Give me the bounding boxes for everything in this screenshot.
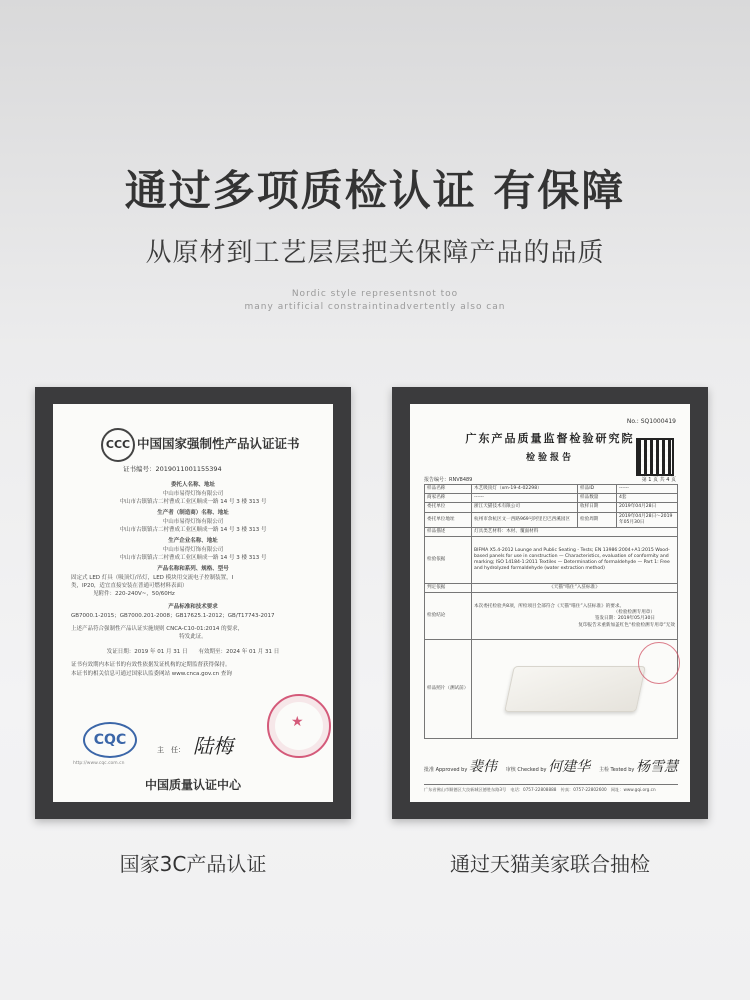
report-institute: 广东产品质量监督检验研究院 <box>465 432 635 445</box>
producer-name: 中山市易得灯饰有限公司 <box>162 519 224 525</box>
client-name: 中山市易得灯饰有限公司 <box>162 491 224 497</box>
table-cell <box>472 593 678 640</box>
table-cell: 灯具类艺材料：木材、覆面材料 <box>472 527 678 536</box>
table-row <box>425 527 678 536</box>
tested-block <box>599 756 678 776</box>
table-cell: 杭州市余杭区文一西路969号阿里巴巴西溪园区 <box>472 512 578 527</box>
certificate-title: 中国国家强制性产品认证证书 <box>137 436 300 451</box>
approved-label: 批准 Approved by <box>424 767 468 773</box>
table-cell: 样品数量 <box>578 494 617 503</box>
producer-label: 生产者（制造商）名称、地址 <box>157 510 229 516</box>
report-title: 检验报告 <box>525 453 574 463</box>
caption-ccc: 国家3C产品认证 <box>119 852 267 876</box>
table-cell: 商家名称 <box>425 494 472 503</box>
rule-line-2: 特发此证。 <box>179 634 207 640</box>
table-row <box>425 494 678 503</box>
table-cell: 判定依据 <box>425 584 472 593</box>
certification-seal-icon <box>267 694 331 758</box>
table-cell: 检验依据 <box>425 537 472 584</box>
conclusion-remark: 复印报告未重新加盖红色“检验检测专用章”无效 <box>578 622 675 628</box>
certificate-dates: 发证日期：2019 年 01 月 31 日 有效期至：2024 年 01 月 31 日 <box>106 649 280 655</box>
cqc-logo-icon: CQC <box>83 722 137 758</box>
table-cell: 浙江天猫技术有限公司 <box>472 503 578 512</box>
table-row <box>425 584 678 593</box>
product-line-2: 类，IP20，适宜直接安装在普通可燃材料表面） <box>71 583 188 589</box>
ccc-certificate-paper <box>53 404 333 802</box>
table-cell: 样品照片（测试前） <box>425 640 472 739</box>
caption-tmall-inspection: 通过天猫美家联合抽检 <box>450 852 650 876</box>
checked-label: 审核 Checked by <box>505 767 547 773</box>
table-cell: 样品ID <box>578 485 617 494</box>
english-tagline-line1: Nordic style representsnot too <box>291 289 459 299</box>
cqc-url: http://www.cqc.com.cn <box>73 761 125 766</box>
rule-line-1: 上述产品符合强制性产品认证实施规则 CNCA-C10-01:2014 的要求， <box>71 626 244 632</box>
standard-line: GB7000.1-2015；GB7000.201-2008；GB17625.1-2012；GB/T17743-2017 <box>71 613 275 619</box>
conclusion-stamp-text: （检验检测专用章） <box>613 610 655 616</box>
table-row <box>425 593 678 640</box>
ccc-logo-icon: CCC <box>101 428 135 462</box>
conclusion-date: 签发日期：2019年05月30日 <box>594 616 655 622</box>
report-code: 报告编号：RNV8489 <box>424 477 473 483</box>
table-cell: ------ <box>617 485 678 494</box>
table-cell: 木艺吸顶灯（xm-19-4-02298） <box>472 485 578 494</box>
table-row <box>425 503 678 512</box>
table-cell: 检验结论 <box>425 593 472 640</box>
inspection-seal-icon <box>638 642 680 684</box>
inspection-report-frame <box>392 387 708 819</box>
table-row <box>425 485 678 494</box>
table-row <box>425 537 678 584</box>
table-cell: 检验周期 <box>578 512 617 527</box>
approved-signature: 裴伟 <box>468 759 497 775</box>
ceiling-lamp-photo <box>504 666 646 712</box>
english-tagline-line2: many artificial constraintinadvertently also can <box>244 302 506 312</box>
table-cell: BIFMA X5.4-2012 Lounge and Public Seating - Tests; EN 13986:2004+A1:2015 Wood-based panels for use in construction — Characteristics, evaluation of conformity and marking; ISO 14184-1:2011 Textiles — Determination of formaldehyde — Part 1: Free and hydrolyzed formaldehyde (water extraction method) <box>472 537 678 584</box>
table-cell: 样品名称 <box>425 485 472 494</box>
ccc-certificate-frame <box>35 387 351 819</box>
report-footer: 广东省佛山市顺德区大良新城区德胜东路3号 电话：0757-22808888 传真：0757-22802600 网址：www.gqi.org.cn <box>424 784 678 793</box>
director-label: 主 任： <box>157 746 185 754</box>
report-table <box>424 484 678 739</box>
signature-row <box>424 756 678 776</box>
factory-name: 中山市易得灯饰有限公司 <box>162 547 224 553</box>
table-cell: 收样日期 <box>578 503 617 512</box>
approved-block <box>424 756 497 776</box>
product-label: 产品名称和系列、规格、型号 <box>157 566 229 572</box>
table-cell: 2019年04月28日 <box>617 503 678 512</box>
conclusion-text: 本次委托检验共8项，所检项目全部符合《天猫“喵住”入驻标准》的要求。 <box>474 603 625 609</box>
standard-label: 产品标准和技术要求 <box>168 604 218 610</box>
report-page: 第 1 页 共 4 页 <box>641 477 676 483</box>
table-cell: 4套 <box>617 494 678 503</box>
inspection-report-paper <box>410 404 690 802</box>
table-cell: 《天猫“喵住”入驻标准》 <box>472 584 678 593</box>
table-row <box>425 512 678 527</box>
query-note: 本证书的相关信息可通过国家认监委网站 www.cnca.gov.cn 查询 <box>71 671 232 677</box>
tested-label: 主检 Tested by <box>598 767 635 773</box>
report-serial: No.: SQ1000419 <box>626 418 676 425</box>
table-cell: 委托单位 <box>425 503 472 512</box>
tested-signature: 杨雪慧 <box>635 759 678 775</box>
checked-block <box>506 756 590 776</box>
issuer-name: 中国质量认证中心 <box>144 778 241 792</box>
product-line-1: 固定式 LED 灯具（吸顶灯/吊灯，LED 模块用交流电子控制装置，I <box>71 575 234 581</box>
checked-signature: 何建华 <box>548 759 591 775</box>
factory-label: 生产企业名称、地址 <box>168 538 218 544</box>
table-cell: 样品描述 <box>425 527 472 536</box>
product-line-3: 见附件：220-240V~，50/60Hz <box>93 591 175 597</box>
client-label: 委托人名称、地址 <box>170 482 215 488</box>
director-signature: 陆梅 <box>193 734 233 758</box>
validity-note: 证书有效期内本证书的有效性依据发证机构的定期监督获得保持。 <box>71 662 231 668</box>
page-headline: 通过多项质检认证 有保障 <box>124 166 626 215</box>
table-cell: ------ <box>472 494 578 503</box>
qr-code-icon <box>636 438 674 476</box>
producer-address: 中山市古镇镇古二村曹成工业区顺成一路 14 号 3 楼 313 号 <box>119 527 267 533</box>
table-cell: 委托单位地址 <box>425 512 472 527</box>
page-subheadline: 从原材到工艺层层把关保障产品的品质 <box>145 238 605 268</box>
certificate-number: 证书编号：2019011001155394 <box>123 465 222 473</box>
table-cell: 2019年04月28日～2019年05月30日 <box>617 512 678 527</box>
client-address: 中山市古镇镇古二村曹成工业区顺成一路 14 号 3 楼 313 号 <box>119 499 267 505</box>
factory-address: 中山市古镇镇古二村曹成工业区顺成一路 14 号 3 楼 313 号 <box>119 555 267 561</box>
